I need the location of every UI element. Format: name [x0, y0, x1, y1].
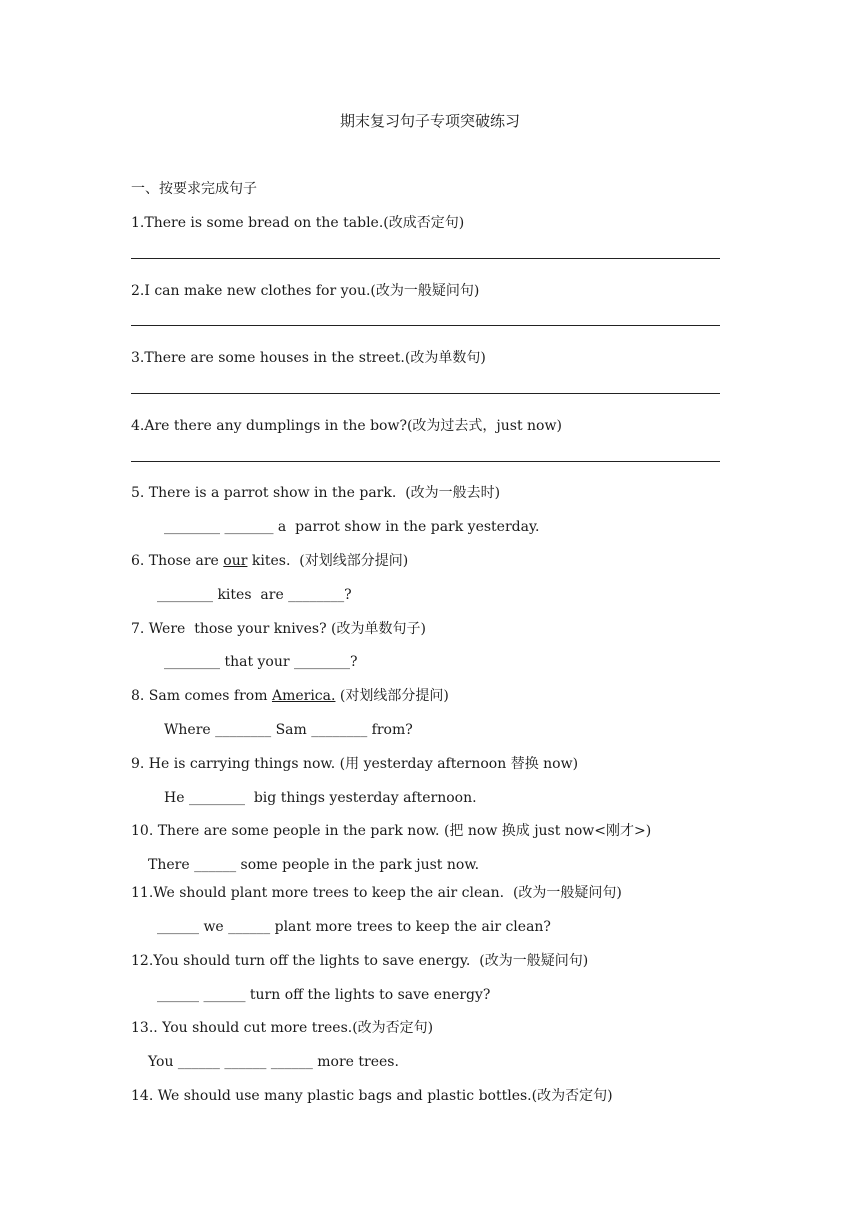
answer-7: ________ that your ________?: [164, 654, 358, 670]
answer-5: ________ _______ a parrot show in the park yesterday.: [164, 519, 540, 535]
answer-6: ________ kites are ________?: [157, 587, 352, 603]
answer-line-4: [131, 461, 720, 462]
question-3: 3.There are some houses in the street.(改为单数句): [131, 350, 486, 366]
question-11: 11.We should plant more trees to keep the air clean. (改为一般疑问句): [131, 885, 622, 901]
answer-line-3: [131, 393, 720, 394]
answer-13: You ______ ______ ______ more trees.: [148, 1054, 399, 1070]
question-4: 4.Are there any dumplings in the bow?(改为过去式，just now): [131, 418, 562, 434]
answer-line-2: [131, 325, 720, 326]
question-2: 2.I can make new clothes for you.(改为一般疑问句): [131, 283, 480, 299]
question-10: 10. There are some people in the park now. (把 now 换成 just now<刚才>): [131, 823, 652, 839]
question-6: 6. Those are our kites. (对划线部分提问): [131, 553, 409, 569]
answer-line-1: [131, 258, 720, 259]
question-1: 1.There is some bread on the table.(改成否定句): [131, 215, 465, 231]
question-5: 5. There is a parrot show in the park. (改为一般去时): [131, 485, 501, 501]
page-title: 期末复习句子专项突破练习: [339, 112, 520, 130]
answer-9: He ________ big things yesterday afternoon.: [164, 790, 477, 806]
question-12: 12.You should turn off the lights to save energy. (改为一般疑问句): [131, 953, 589, 969]
question-8: 8. Sam comes from America. (对划线部分提问): [131, 688, 449, 704]
underlined-word: America.: [271, 688, 336, 704]
answer-8: Where ________ Sam ________ from?: [164, 722, 413, 738]
section-heading: 一、按要求完成句子: [131, 181, 257, 197]
answer-12: ______ ______ turn off the lights to save energy?: [157, 987, 491, 1003]
answer-10: There ______ some people in the park just now.: [148, 857, 480, 873]
question-7: 7. Were those your knives? (改为单数句子): [131, 621, 426, 637]
question-14: 14. We should use many plastic bags and plastic bottles.(改为否定句): [131, 1088, 613, 1104]
question-13: 13.. You should cut more trees.(改为否定句): [131, 1020, 434, 1036]
underlined-word: our: [223, 553, 248, 569]
answer-11: ______ we ______ plant more trees to keep the air clean?: [157, 919, 551, 935]
question-9: 9. He is carrying things now. (用 yesterday afternoon 替换 now): [131, 756, 579, 772]
